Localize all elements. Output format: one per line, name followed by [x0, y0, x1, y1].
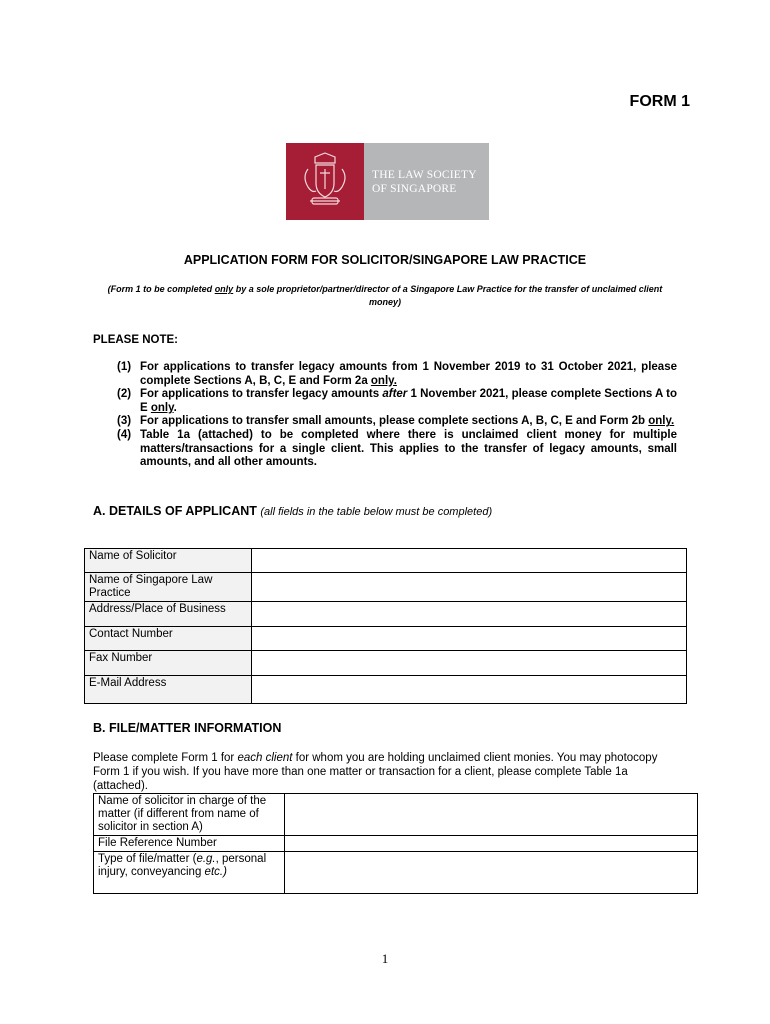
note-text: 1 November 2021, please complete Sections A to E [140, 388, 677, 414]
table-row [85, 651, 687, 676]
page-number: 1 [381, 951, 389, 966]
matter-type-field[interactable] [285, 852, 698, 894]
note-tail: . [173, 401, 177, 414]
contact-number-field[interactable] [252, 627, 687, 651]
file-reference-field[interactable] [285, 836, 698, 852]
section-a-heading [93, 504, 492, 518]
field-label: E-Mail Address [85, 676, 252, 704]
form-title: APPLICATION FORM FOR SOLICITOR/SINGAPORE LAW PRACTICE [183, 253, 587, 267]
section-a-title: A. DETAILS OF APPLICANT [93, 504, 257, 518]
fax-number-field[interactable] [252, 651, 687, 676]
field-label: Address/Place of Business [85, 602, 252, 627]
note-number: (4) [117, 428, 132, 441]
email-field[interactable] [252, 676, 687, 704]
note-emph: only. [370, 374, 397, 387]
logo-wordmark [364, 143, 489, 220]
note-text: For applications to transfer legacy amounts [140, 388, 383, 401]
please-note-heading: PLEASE NOTE: [93, 334, 178, 346]
section-b-instructions [93, 751, 678, 793]
subtitle-emph: only [214, 284, 234, 294]
field-label: Name of Singapore Law Practice [85, 573, 252, 602]
note-emph: only. [648, 415, 675, 428]
solicitor-in-charge-field[interactable] [285, 794, 698, 836]
note-item [117, 429, 677, 470]
section-a-note: (all fields in the table below must be completed) [260, 506, 493, 518]
please-note-list [117, 361, 677, 470]
note-item [117, 388, 677, 415]
section-b-heading: B. FILE/MATTER INFORMATION [93, 721, 282, 735]
table-row [85, 573, 687, 602]
solicitor-name-field[interactable] [252, 549, 687, 573]
law-practice-name-field[interactable] [252, 573, 687, 602]
subtitle-before: (Form 1 to be completed [107, 284, 215, 294]
para-italic: each client [237, 752, 293, 764]
crest-emblem-icon [286, 143, 364, 220]
logo-line-2: OF SINGAPORE [372, 182, 457, 195]
table-row [85, 549, 687, 573]
note-number: (1) [117, 361, 132, 373]
table-row [85, 627, 687, 651]
field-label: Name of solicitor in charge of the matter (if different from name of solicitor in section A) [94, 794, 285, 836]
label-text: Type of file/matter ( [98, 853, 197, 865]
file-matter-table [93, 793, 698, 894]
field-label: File Reference Number [94, 836, 285, 852]
note-text: For applications to transfer legacy amounts from 1 November 2019 to 31 October 2021, please complete Sections A, B, C, E and Form 2a [140, 361, 677, 387]
label-text: , personal injury, conveyancing [98, 853, 267, 878]
para-text: for whom you are holding unclaimed client monies. You may photocopy Form 1 if you wish. If you have more than one matter or transaction for a client, please complete Table 1a (attached). [93, 752, 658, 792]
table-row [85, 676, 687, 704]
note-emph: only [150, 401, 174, 414]
address-field[interactable] [252, 602, 687, 627]
para-text: Please complete Form 1 for [93, 752, 238, 764]
table-row [94, 852, 698, 894]
note-item [117, 361, 677, 388]
label-italic: etc.) [204, 866, 227, 878]
table-row [94, 836, 698, 852]
logo-line-1: THE LAW SOCIETY [372, 168, 477, 181]
note-item [117, 415, 677, 429]
table-row [85, 602, 687, 627]
form-subtitle [100, 283, 670, 309]
note-text: Table 1a (attached) to be completed where there is unclaimed client money for multiple matters/transactions for a single client. This applies to the transfer of legacy amounts, small amounts, and all other amounts. [140, 428, 677, 469]
applicant-details-table [84, 548, 687, 704]
note-text: For applications to transfer small amounts, please complete sections A, B, C, E and Form 2b [140, 415, 649, 428]
field-label [94, 852, 285, 894]
field-label: Name of Solicitor [85, 549, 252, 573]
note-number: (3) [117, 415, 132, 428]
note-italic: after [382, 388, 408, 401]
note-number: (2) [117, 388, 132, 401]
table-row [94, 794, 698, 836]
field-label: Contact Number [85, 627, 252, 651]
subtitle-after: by a sole proprietor/partner/director of a Singapore Law Practice for the transfer of unclaimed client money) [233, 284, 663, 307]
form-number: FORM 1 [629, 93, 690, 110]
label-italic: e.g. [196, 853, 216, 865]
law-society-logo [286, 143, 489, 220]
field-label: Fax Number [85, 651, 252, 676]
